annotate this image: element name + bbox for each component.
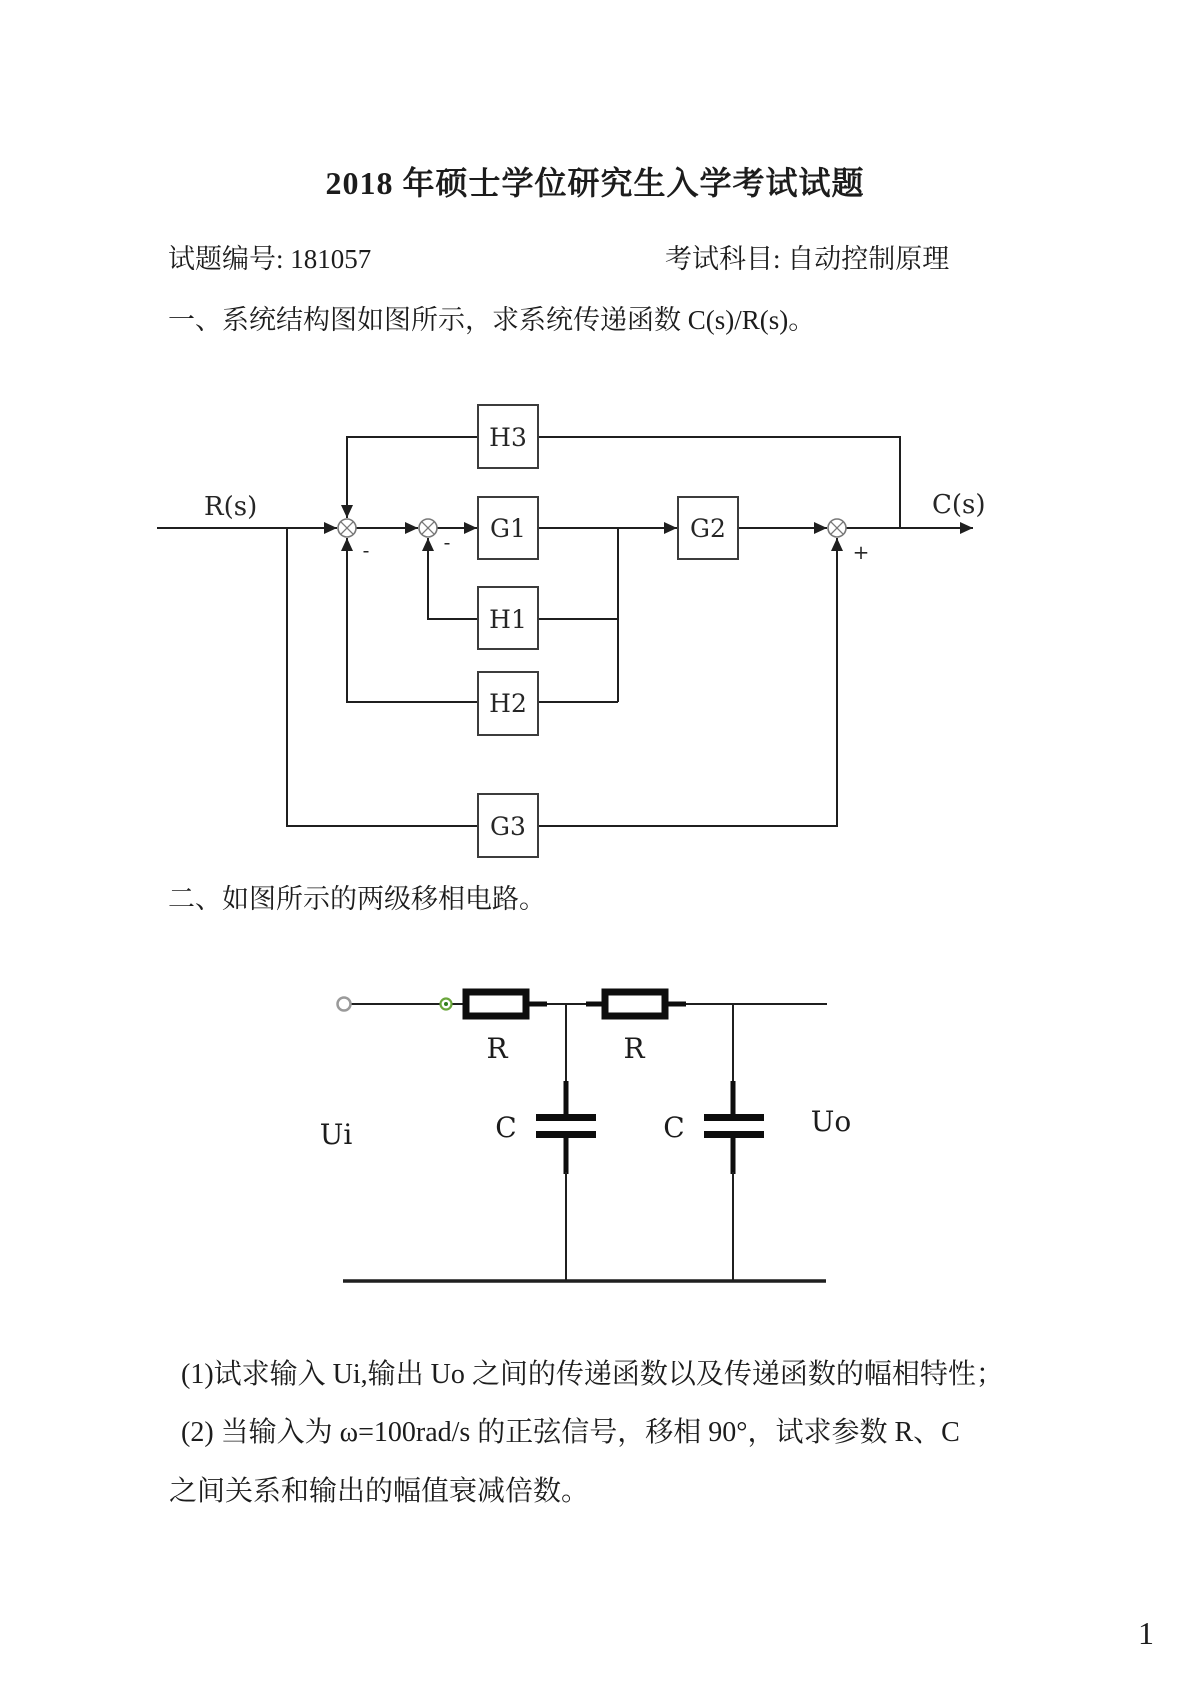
block-g1-label: G1 [490, 514, 526, 543]
subquestion-2-continued: 之间关系和输出的幅值衰减倍数。 [169, 1476, 590, 1507]
block-g3 [478, 794, 538, 857]
exam-number: 试题编号: 181057 [168, 244, 372, 274]
input-voltage-label: Ui [319, 1118, 353, 1151]
resistor-2-label: R [623, 1032, 645, 1065]
resistor-2-body [605, 992, 665, 1016]
block-h3 [478, 405, 538, 468]
capacitor-plate [704, 1131, 764, 1138]
summing-junction-2 [419, 519, 450, 554]
output-signal-label: C(s) [932, 490, 986, 520]
input-signal-label: R(s) [204, 492, 258, 522]
subquestion-2: (2) 当输入为 ω=100rad/s 的正弦信号，移相 90°，试求参数 R、C [181, 1417, 960, 1448]
block-h2 [478, 672, 538, 735]
resistor-2 [586, 992, 686, 1065]
page-title: 2018 年硕士学位研究生入学考试试题 [325, 165, 865, 201]
block-diagram [140, 385, 1000, 870]
question2-text: 二、如图所示的两级移相电路。 [168, 884, 546, 914]
resistor-1-label: R [486, 1032, 508, 1065]
capacitor-plate [536, 1131, 596, 1138]
block-g2 [678, 497, 738, 559]
summing-junction-1 [338, 519, 369, 562]
block-h2-label: H2 [489, 689, 527, 718]
capacitor-1-label: C [495, 1111, 517, 1144]
block-g1 [478, 497, 538, 559]
output-voltage-label: Uo [810, 1105, 852, 1138]
block-g3-label: G3 [490, 812, 526, 841]
block-h3-label: H3 [489, 423, 527, 452]
capacitor-2-label: C [663, 1111, 685, 1144]
green-node-dot [444, 1002, 448, 1006]
input-terminal [338, 998, 351, 1011]
block-h1 [478, 587, 538, 649]
resistor-1 [466, 992, 547, 1065]
green-node [441, 999, 452, 1010]
subquestion-1: (1)试求输入 Ui,输出 Uo 之间的传递函数以及传递函数的幅相特性； [181, 1359, 1004, 1390]
capacitor-1 [495, 1004, 596, 1282]
circuit-diagram [319, 975, 860, 1295]
capacitor-plate [704, 1114, 764, 1121]
exam-subject: 考试科目: 自动控制原理 [665, 244, 950, 274]
capacitor-2 [663, 1004, 764, 1282]
sum1-minus-sign: - [362, 538, 370, 562]
block-h1-label: H1 [489, 605, 527, 634]
sum2-minus-sign: - [443, 530, 451, 554]
sum3-plus-sign: + [852, 540, 870, 564]
page-number: 1 [1138, 1615, 1154, 1651]
block-g2-label: G2 [690, 514, 726, 543]
summing-junction-3 [828, 519, 869, 564]
capacitor-plate [536, 1114, 596, 1121]
resistor-1-body [466, 992, 526, 1016]
question1-text: 一、系统结构图如图所示，求系统传递函数 C(s)/R(s)。 [168, 305, 816, 335]
